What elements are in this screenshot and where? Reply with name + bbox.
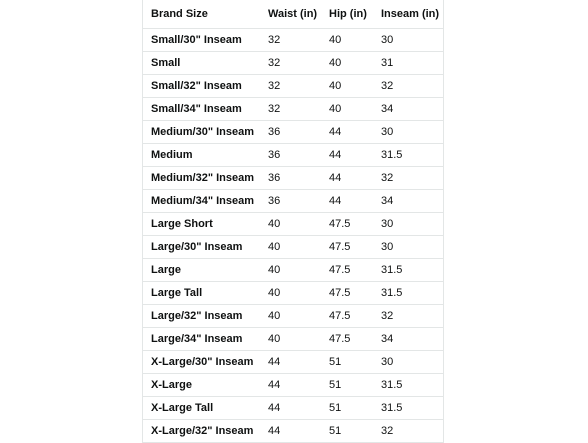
column-header-waist: Waist (in)	[260, 0, 321, 29]
table-row	[143, 351, 443, 374]
table-row	[143, 397, 443, 420]
column-header-hip: Hip (in)	[321, 0, 373, 29]
table-row	[143, 420, 443, 443]
size-chart-table	[143, 0, 443, 443]
waist-cell: 32	[260, 98, 321, 121]
brand-size-cell: Small/30" Inseam	[143, 29, 260, 52]
hip-cell: 40	[321, 29, 373, 52]
inseam-cell: 32	[373, 75, 443, 98]
waist-cell: 40	[260, 213, 321, 236]
hip-cell: 51	[321, 420, 373, 443]
table-row	[143, 213, 443, 236]
table-row	[143, 259, 443, 282]
table-row	[143, 374, 443, 397]
inseam-cell: 31.5	[373, 144, 443, 167]
waist-cell: 32	[260, 29, 321, 52]
waist-cell: 40	[260, 259, 321, 282]
waist-cell: 36	[260, 121, 321, 144]
inseam-cell: 30	[373, 351, 443, 374]
brand-size-cell: Large/30" Inseam	[143, 236, 260, 259]
inseam-cell: 34	[373, 98, 443, 121]
brand-size-cell: X-Large/30" Inseam	[143, 351, 260, 374]
inseam-cell: 31	[373, 52, 443, 75]
waist-cell: 36	[260, 167, 321, 190]
waist-cell: 44	[260, 351, 321, 374]
waist-cell: 40	[260, 305, 321, 328]
hip-cell: 47.5	[321, 305, 373, 328]
waist-cell: 32	[260, 52, 321, 75]
brand-size-cell: Medium	[143, 144, 260, 167]
hip-cell: 47.5	[321, 259, 373, 282]
waist-cell: 32	[260, 75, 321, 98]
hip-cell: 47.5	[321, 282, 373, 305]
brand-size-cell: X-Large/32" Inseam	[143, 420, 260, 443]
table-row	[143, 167, 443, 190]
table-row	[143, 144, 443, 167]
inseam-cell: 30	[373, 29, 443, 52]
brand-size-cell: Large	[143, 259, 260, 282]
hip-cell: 44	[321, 167, 373, 190]
inseam-cell: 34	[373, 328, 443, 351]
size-chart-header	[143, 0, 443, 29]
size-chart-container	[142, 0, 444, 443]
inseam-cell: 34	[373, 190, 443, 213]
waist-cell: 44	[260, 397, 321, 420]
inseam-cell: 30	[373, 213, 443, 236]
hip-cell: 51	[321, 397, 373, 420]
table-row	[143, 29, 443, 52]
hip-cell: 44	[321, 190, 373, 213]
hip-cell: 51	[321, 351, 373, 374]
brand-size-cell: Large Tall	[143, 282, 260, 305]
brand-size-cell: X-Large	[143, 374, 260, 397]
brand-size-cell: Large/32" Inseam	[143, 305, 260, 328]
hip-cell: 44	[321, 121, 373, 144]
inseam-cell: 32	[373, 167, 443, 190]
hip-cell: 40	[321, 52, 373, 75]
column-header-inseam: Inseam (in)	[373, 0, 443, 29]
table-row	[143, 282, 443, 305]
size-chart-body	[143, 29, 443, 443]
waist-cell: 36	[260, 190, 321, 213]
table-row	[143, 236, 443, 259]
hip-cell: 47.5	[321, 236, 373, 259]
brand-size-cell: Large/34" Inseam	[143, 328, 260, 351]
inseam-cell: 32	[373, 420, 443, 443]
inseam-cell: 31.5	[373, 397, 443, 420]
inseam-cell: 31.5	[373, 259, 443, 282]
waist-cell: 40	[260, 236, 321, 259]
hip-cell: 47.5	[321, 213, 373, 236]
brand-size-cell: Small	[143, 52, 260, 75]
hip-cell: 47.5	[321, 328, 373, 351]
inseam-cell: 31.5	[373, 374, 443, 397]
column-header-brand-size: Brand Size	[143, 0, 260, 29]
brand-size-cell: Small/34" Inseam	[143, 98, 260, 121]
table-row	[143, 75, 443, 98]
header-row	[143, 0, 443, 29]
brand-size-cell: Small/32" Inseam	[143, 75, 260, 98]
table-row	[143, 190, 443, 213]
waist-cell: 40	[260, 282, 321, 305]
table-row	[143, 328, 443, 351]
table-row	[143, 121, 443, 144]
brand-size-cell: X-Large Tall	[143, 397, 260, 420]
inseam-cell: 30	[373, 236, 443, 259]
brand-size-cell: Large Short	[143, 213, 260, 236]
hip-cell: 44	[321, 144, 373, 167]
waist-cell: 44	[260, 374, 321, 397]
hip-cell: 40	[321, 75, 373, 98]
table-row	[143, 98, 443, 121]
brand-size-cell: Medium/30" Inseam	[143, 121, 260, 144]
brand-size-cell: Medium/32" Inseam	[143, 167, 260, 190]
table-row	[143, 52, 443, 75]
waist-cell: 44	[260, 420, 321, 443]
inseam-cell: 31.5	[373, 282, 443, 305]
table-row	[143, 305, 443, 328]
waist-cell: 40	[260, 328, 321, 351]
waist-cell: 36	[260, 144, 321, 167]
hip-cell: 40	[321, 98, 373, 121]
brand-size-cell: Medium/34" Inseam	[143, 190, 260, 213]
inseam-cell: 30	[373, 121, 443, 144]
inseam-cell: 32	[373, 305, 443, 328]
hip-cell: 51	[321, 374, 373, 397]
